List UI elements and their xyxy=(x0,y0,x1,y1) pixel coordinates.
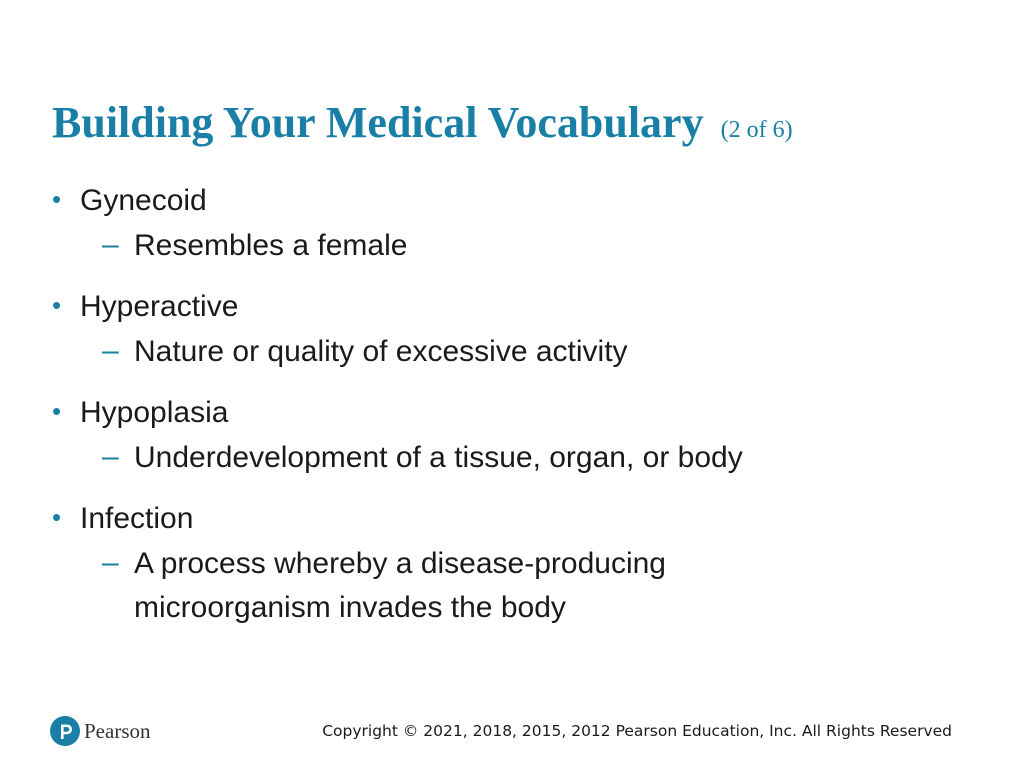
vocab-term xyxy=(52,178,952,224)
dash-icon: – xyxy=(102,228,119,261)
vocab-term-text: Infection xyxy=(80,502,194,535)
pearson-logo xyxy=(50,713,151,749)
dash-icon: – xyxy=(102,440,119,473)
vocab-definition xyxy=(52,330,834,374)
vocab-definition xyxy=(52,436,834,480)
vocab-term-text: Hyperactive xyxy=(80,290,239,323)
vocab-term xyxy=(52,390,952,436)
dash-icon: – xyxy=(102,546,119,579)
copyright-text: Copyright © 2021, 2018, 2015, 2012 Pearson Education, Inc. All Rights Reserved xyxy=(322,722,952,740)
pearson-p-glyph-icon xyxy=(50,716,80,746)
pearson-p-logo-icon xyxy=(50,716,80,746)
vocab-term xyxy=(52,284,952,330)
vocab-definition-text: Underdevelopment of a tissue, organ, or body xyxy=(134,441,743,474)
slide-footer xyxy=(0,708,1024,758)
slide-title-text: Building Your Medical Vocabulary xyxy=(52,98,704,147)
vocab-definition xyxy=(52,542,834,630)
bullet-list xyxy=(52,178,952,646)
vocab-item-infection xyxy=(52,496,952,630)
pearson-logo-text: Pearson xyxy=(84,718,151,743)
vocab-definition-text: A process whereby a disease-producing microorganism invades the body xyxy=(134,547,666,624)
bullet-icon: • xyxy=(52,184,62,214)
vocab-definition-text: Resembles a female xyxy=(134,229,408,262)
vocab-term-text: Hypoplasia xyxy=(80,396,229,429)
vocab-item-gynecoid xyxy=(52,178,952,268)
bullet-icon: • xyxy=(52,396,62,426)
vocab-item-hyperactive xyxy=(52,284,952,374)
vocab-term-text: Gynecoid xyxy=(80,184,207,217)
vocab-definition xyxy=(52,224,834,268)
slide-title-suffix: (2 of 6) xyxy=(720,117,793,143)
vocab-definition-text: Nature or quality of excessive activity xyxy=(134,335,628,368)
bullet-icon: • xyxy=(52,502,62,532)
vocab-term xyxy=(52,496,952,542)
slide-title xyxy=(52,98,793,155)
dash-icon: – xyxy=(102,334,119,367)
bullet-icon: • xyxy=(52,290,62,320)
vocab-item-hypoplasia xyxy=(52,390,952,480)
